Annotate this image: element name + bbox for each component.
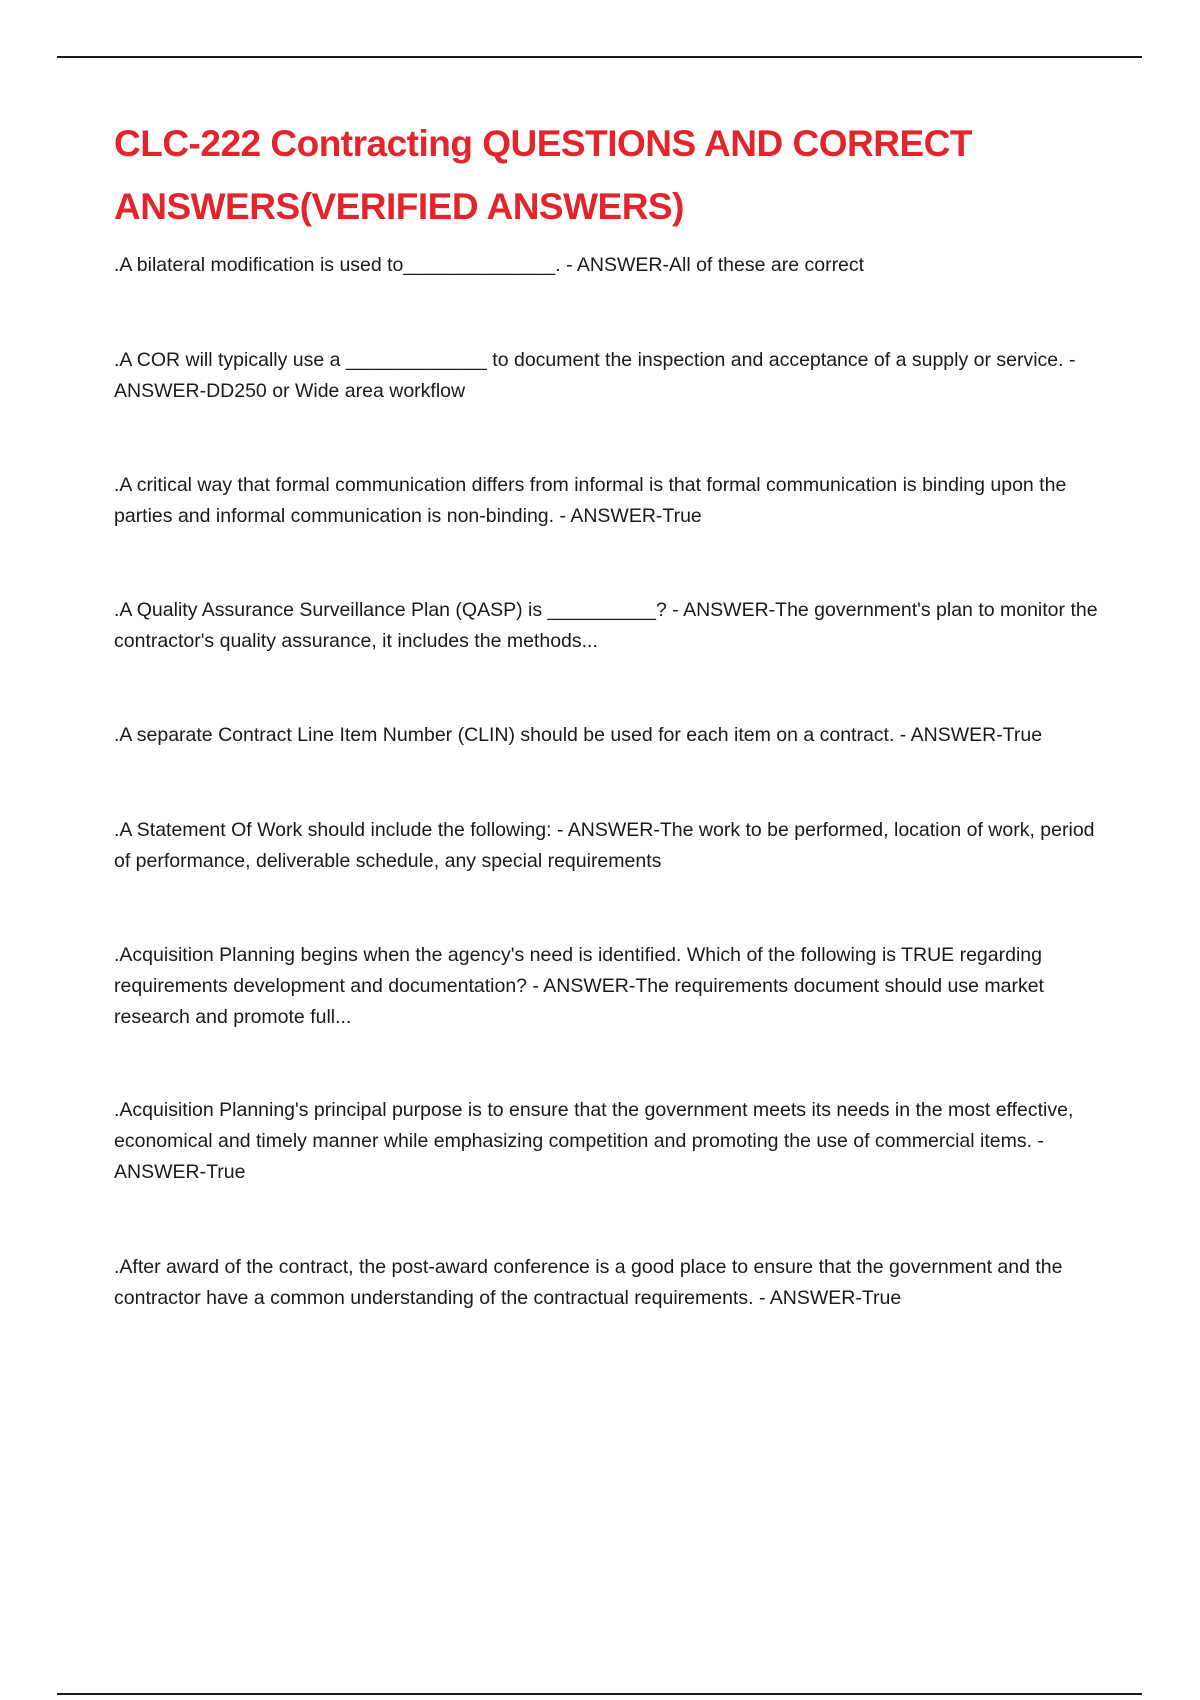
document-body bbox=[114, 112, 1116, 1314]
qa-item: .After award of the contract, the post-award conference is a good place to ensure that the government and the contractor have a common understanding of the contractual requirements. - ANSWER-True bbox=[114, 1256, 1063, 1309]
qa-item: .A separate Contract Line Item Number (CLIN) should be used for each item on a contract. - ANSWER-True bbox=[114, 724, 1043, 746]
qa-list bbox=[114, 250, 1116, 1314]
qa-item: .A COR will typically use a _____________ to document the inspection and acceptance of a supply or service. - ANSWER-DD250 or Wide area workflow bbox=[114, 349, 1076, 402]
qa-item: .A critical way that formal communication differs from informal is that formal communication is binding upon the parties and informal communication is non-binding. - ANSWER-True bbox=[114, 474, 1067, 527]
qa-item: .A Quality Assurance Surveillance Plan (QASP) is __________? - ANSWER-The government's plan to monitor the contractor's quality assurance, it includes the methods... bbox=[114, 599, 1098, 652]
qa-item: .A Statement Of Work should include the following: - ANSWER-The work to be performed, location of work, period of performance, deliverable schedule, any special requirements bbox=[114, 819, 1095, 872]
top-divider bbox=[57, 56, 1142, 58]
qa-item: .Acquisition Planning's principal purpose is to ensure that the government meets its needs in the most effective, economical and timely manner while emphasizing competition and promoting the use of commercial items. - ANSWER-True bbox=[114, 1099, 1074, 1183]
bottom-divider bbox=[57, 1693, 1142, 1695]
qa-item: .A bilateral modification is used to______________. - ANSWER-All of these are correct bbox=[114, 254, 865, 276]
document-title: CLC-222 Contracting QUESTIONS AND CORRECT ANSWERS(VERIFIED ANSWERS) bbox=[114, 123, 972, 227]
qa-item: .Acquisition Planning begins when the agency's need is identified. Which of the following is TRUE regarding requirements development and documentation? - ANSWER-The requirements document should use market research and promote full... bbox=[114, 944, 1044, 1028]
